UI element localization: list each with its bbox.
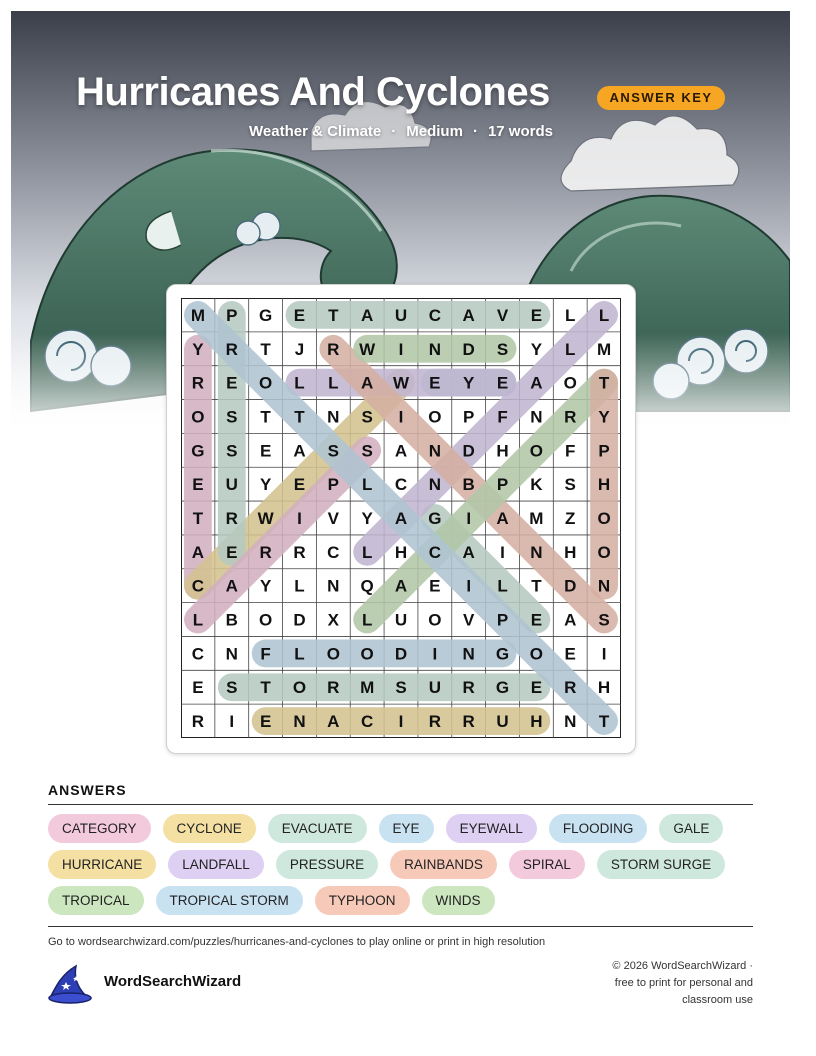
grid-letter[interactable]: T — [598, 712, 610, 732]
grid-letter[interactable]: F — [565, 441, 576, 461]
grid-letter[interactable]: E — [564, 644, 576, 664]
grid-letter[interactable]: H — [564, 542, 577, 562]
grid-letter[interactable]: A — [225, 576, 238, 596]
grid-letter[interactable]: N — [225, 644, 238, 664]
grid-letter[interactable]: M — [529, 509, 544, 528]
grid-letter[interactable]: A — [327, 712, 340, 732]
grid-letter[interactable]: E — [429, 576, 441, 596]
answers-row — [48, 814, 768, 843]
grid-letter[interactable]: Q — [360, 576, 374, 596]
grid-letter[interactable]: N — [597, 576, 611, 596]
grid-letter[interactable]: I — [398, 339, 404, 359]
grid-letter[interactable]: G — [495, 644, 510, 664]
grid-letter[interactable]: W — [392, 373, 410, 393]
answer-chip-pressure: PRESSURE — [276, 850, 378, 879]
grid-letter[interactable]: G — [428, 509, 442, 528]
difficulty-label: Medium — [406, 123, 463, 140]
grid-letter[interactable]: U — [496, 712, 509, 732]
grid-letter[interactable]: M — [360, 678, 375, 698]
grid-letter[interactable]: H — [394, 542, 408, 562]
grid-letter[interactable]: T — [260, 678, 271, 698]
grid-letter[interactable]: T — [260, 339, 271, 359]
meta-separator: · — [391, 123, 397, 140]
grid-letter[interactable]: S — [226, 407, 238, 427]
answers-row — [48, 886, 768, 915]
grid-letter[interactable]: S — [327, 441, 339, 461]
grid-letter[interactable]: C — [394, 475, 408, 495]
grid-letter[interactable]: R — [462, 712, 475, 732]
word-search-grid — [181, 298, 621, 738]
answer-chip-spiral: SPIRAL — [509, 850, 585, 879]
grid-letter[interactable]: T — [328, 305, 339, 325]
grid-letter[interactable]: A — [394, 509, 408, 528]
answer-chip-tropical-storm: TROPICAL STORM — [156, 886, 303, 915]
answer-chip-storm-surge: STORM SURGE — [597, 850, 725, 879]
answer-chip-tropical: TROPICAL — [48, 886, 144, 915]
wizard-hat-icon — [46, 962, 94, 1009]
grid-letter[interactable]: E — [192, 678, 204, 698]
grid-letter[interactable]: H — [530, 712, 543, 732]
grid-letter[interactable]: A — [191, 542, 205, 562]
grid-letter[interactable]: R — [191, 712, 205, 732]
grid-letter[interactable]: E — [226, 373, 238, 393]
grid-letter[interactable]: K — [530, 475, 543, 495]
page-title: Hurricanes And Cyclones — [76, 70, 550, 114]
footer-link-text[interactable]: Go to wordsearchwizard.com/puzzles/hurricanes-and-cyclones to play online or print in high resolution — [48, 936, 546, 948]
grid-letter[interactable]: G — [495, 678, 510, 698]
grid-letter[interactable]: C — [428, 542, 441, 562]
grid-letter[interactable]: V — [496, 305, 509, 325]
grid-letter[interactable]: C — [361, 712, 374, 732]
grid-letter[interactable]: N — [293, 712, 306, 732]
grid-letter[interactable]: M — [190, 305, 206, 325]
answer-chip-typhoon: TYPHOON — [315, 886, 410, 915]
grid-letter[interactable]: E — [226, 542, 238, 562]
grid-letter[interactable]: A — [530, 373, 543, 393]
grid-letter[interactable]: L — [598, 305, 610, 325]
grid-letter[interactable]: N — [428, 441, 441, 461]
grid-letter[interactable]: O — [258, 610, 273, 630]
grid-letter[interactable]: D — [462, 339, 475, 359]
grid-letter[interactable]: O — [529, 441, 544, 461]
grid-letter[interactable]: N — [327, 576, 340, 596]
grid-letter[interactable]: N — [530, 542, 543, 562]
grid-letter[interactable]: T — [192, 509, 204, 528]
grid-letter[interactable]: H — [496, 441, 509, 461]
grid-letter[interactable]: V — [463, 610, 475, 630]
grid-letter[interactable]: I — [466, 509, 472, 528]
answer-chip-rainbands: RAINBANDS — [390, 850, 497, 879]
grid-letter[interactable]: P — [496, 610, 509, 630]
grid-letter[interactable]: D — [564, 576, 577, 596]
grid-letter[interactable]: O — [597, 542, 611, 562]
copyright-line: © 2026 WordSearchWizard · — [612, 960, 753, 972]
grid-letter[interactable]: A — [462, 305, 475, 325]
grid-letter[interactable]: O — [428, 407, 442, 427]
grid-letter[interactable]: B — [462, 475, 475, 495]
meta-separator: · — [472, 123, 478, 140]
answer-chip-eye: EYE — [379, 814, 434, 843]
grid-letter[interactable]: R — [225, 339, 238, 359]
answer-chip-landfall: LANDFALL — [168, 850, 264, 879]
grid-letter[interactable]: E — [530, 305, 543, 325]
grid-letter[interactable]: Y — [530, 339, 543, 359]
grid-letter[interactable]: X — [327, 610, 339, 630]
grid-letter[interactable]: R — [259, 542, 272, 562]
grid-letter[interactable]: R — [327, 678, 340, 698]
grid-letter[interactable]: N — [428, 475, 441, 495]
grid-letter[interactable]: E — [192, 475, 204, 495]
grid-letter[interactable]: C — [191, 576, 205, 596]
grid-letter[interactable]: S — [361, 407, 373, 427]
grid-letter[interactable]: O — [597, 509, 611, 528]
grid-letter[interactable]: R — [225, 509, 238, 528]
copyright-notice — [612, 958, 753, 1009]
grid-letter[interactable]: L — [565, 305, 576, 325]
answer-chip-gale: GALE — [659, 814, 723, 843]
grid-letter[interactable]: N — [564, 712, 577, 732]
grid-letter[interactable]: E — [259, 712, 272, 732]
grid-letter[interactable]: D — [293, 610, 306, 630]
grid-letter[interactable]: S — [361, 441, 373, 461]
puzzle-meta — [249, 123, 553, 140]
grid-letter[interactable]: Y — [361, 509, 373, 528]
grid-letter[interactable]: P — [598, 441, 610, 461]
grid-letter[interactable]: L — [565, 339, 576, 359]
grid-letter[interactable]: D — [462, 441, 475, 461]
grid-letter[interactable]: A — [496, 509, 509, 528]
grid-letter[interactable]: C — [191, 644, 205, 664]
grid-letter[interactable]: T — [598, 373, 610, 393]
grid-letter[interactable]: E — [530, 678, 543, 698]
grid-letter[interactable]: G — [258, 305, 273, 325]
brand-name: WordSearchWizard — [104, 973, 242, 990]
grid-letter[interactable]: U — [428, 678, 441, 698]
grid-letter[interactable]: A — [361, 373, 374, 393]
grid-letter[interactable]: R — [293, 542, 306, 562]
grid-letter[interactable]: J — [294, 339, 305, 359]
grid-letter[interactable]: T — [260, 407, 271, 427]
grid-letter[interactable]: R — [191, 373, 205, 393]
grid-letter[interactable]: I — [466, 576, 472, 596]
grid-letter[interactable]: L — [497, 576, 508, 596]
grid-letter[interactable]: R — [327, 339, 340, 359]
grid-letter[interactable]: U — [225, 475, 238, 495]
grid-letter[interactable]: L — [294, 644, 305, 664]
grid-letter[interactable]: I — [229, 712, 235, 732]
grid-letter[interactable]: D — [394, 644, 408, 664]
grid-letter[interactable]: O — [258, 373, 273, 393]
grid-letter[interactable]: O — [563, 373, 577, 393]
grid-letter[interactable]: H — [597, 678, 611, 698]
grid-letter[interactable]: Y — [259, 576, 272, 596]
grid-letter[interactable]: O — [326, 644, 340, 664]
grid-letter[interactable]: Z — [565, 509, 576, 528]
grid-letter[interactable]: A — [564, 610, 577, 630]
grid-letter[interactable]: R — [564, 678, 577, 698]
grid-letter[interactable]: R — [564, 407, 577, 427]
grid-letter[interactable]: S — [496, 339, 509, 359]
answer-chip-category: CATEGORY — [48, 814, 151, 843]
grid-letter[interactable]: T — [531, 576, 542, 596]
grid-letter[interactable]: N — [428, 339, 441, 359]
grid-letter[interactable]: Y — [259, 475, 272, 495]
grid-letter[interactable]: N — [327, 407, 340, 427]
grid-letter[interactable]: L — [192, 610, 204, 630]
answers-divider — [48, 804, 753, 805]
grid-letter[interactable]: A — [293, 441, 306, 461]
grid-letter[interactable]: O — [428, 610, 442, 630]
grid-letter[interactable]: P — [496, 475, 509, 495]
grid-letter[interactable]: R — [462, 678, 475, 698]
grid-letter[interactable]: W — [257, 509, 274, 528]
grid-letter[interactable]: U — [394, 305, 408, 325]
answer-chip-evacuate: EVACUATE — [268, 814, 367, 843]
grid-letter[interactable]: F — [260, 644, 271, 664]
answers-row — [48, 850, 768, 879]
grid-letter[interactable]: O — [360, 644, 374, 664]
copyright-line: classroom use — [682, 994, 753, 1006]
grid-letter[interactable]: Y — [598, 407, 610, 427]
answer-chip-winds: WINDS — [422, 886, 495, 915]
grid-letter[interactable]: C — [327, 542, 340, 562]
grid-letter[interactable]: R — [428, 712, 441, 732]
grid-letter[interactable]: L — [361, 475, 373, 495]
grid-letter[interactable]: E — [530, 610, 543, 630]
answers-list — [48, 814, 768, 922]
grid-letter[interactable]: O — [191, 407, 205, 427]
grid-letter[interactable]: I — [398, 712, 404, 732]
grid-letter[interactable]: S — [564, 475, 576, 495]
grid-letter[interactable]: E — [293, 305, 306, 325]
grid-letter[interactable]: S — [226, 678, 238, 698]
grid-letter[interactable]: O — [529, 644, 544, 664]
grid-letter[interactable]: E — [429, 373, 441, 393]
grid-letter[interactable]: N — [530, 407, 543, 427]
grid-letter[interactable]: M — [596, 339, 612, 359]
grid-letter[interactable]: S — [226, 441, 238, 461]
grid-letter[interactable]: P — [327, 475, 339, 495]
grid-letter[interactable]: I — [432, 644, 438, 664]
grid-letter[interactable]: L — [294, 576, 305, 596]
grid-letter[interactable]: E — [259, 441, 272, 461]
grid-letter[interactable]: Y — [192, 339, 204, 359]
grid-letter[interactable]: Y — [463, 373, 475, 393]
grid-letter[interactable]: E — [496, 373, 509, 393]
grid-letter[interactable]: H — [597, 475, 611, 495]
grid-letter[interactable]: P — [463, 407, 475, 427]
grid-letter[interactable]: I — [601, 644, 607, 664]
grid-letter[interactable]: V — [327, 509, 339, 528]
category-label: Weather & Climate — [249, 123, 382, 140]
answer-chip-eyewall: EYEWALL — [446, 814, 537, 843]
grid-letter[interactable]: S — [395, 678, 407, 698]
grid-letter[interactable]: O — [292, 678, 307, 698]
word-count-label: 17 words — [487, 123, 553, 140]
grid-letter[interactable]: L — [361, 542, 373, 562]
grid-letter[interactable]: W — [359, 339, 376, 359]
grid-letter[interactable]: P — [226, 305, 238, 325]
answer-chip-cyclone: CYCLONE — [163, 814, 256, 843]
answers-heading: ANSWERS — [48, 782, 127, 798]
grid-letter[interactable]: L — [294, 373, 305, 393]
grid-letter[interactable]: L — [361, 610, 373, 630]
copyright-line: free to print for personal and — [614, 977, 753, 989]
grid-letter[interactable]: A — [394, 576, 408, 596]
grid-letter[interactable]: L — [328, 373, 339, 393]
grid-letter[interactable]: G — [191, 441, 205, 461]
grid-letter[interactable]: U — [394, 610, 408, 630]
grid-letter[interactable]: A — [394, 441, 408, 461]
grid-letter[interactable]: I — [297, 509, 302, 528]
grid-letter[interactable]: B — [225, 610, 238, 630]
grid-letter[interactable]: F — [497, 407, 508, 427]
grid-letter[interactable]: C — [428, 305, 441, 325]
answer-chip-hurricane: HURRICANE — [48, 850, 156, 879]
grid-letter[interactable]: A — [361, 305, 374, 325]
answer-key-badge: ANSWER KEY — [597, 86, 725, 110]
grid-letter[interactable]: A — [462, 542, 475, 562]
grid-letter[interactable]: I — [500, 542, 505, 562]
grid-letter[interactable]: E — [293, 475, 306, 495]
footer-divider — [48, 926, 753, 927]
grid-letter[interactable]: S — [598, 610, 610, 630]
grid-letter[interactable]: I — [398, 407, 404, 427]
grid-letter[interactable]: T — [294, 407, 305, 427]
answer-chip-flooding: FLOODING — [549, 814, 648, 843]
grid-letter[interactable]: N — [462, 644, 475, 664]
